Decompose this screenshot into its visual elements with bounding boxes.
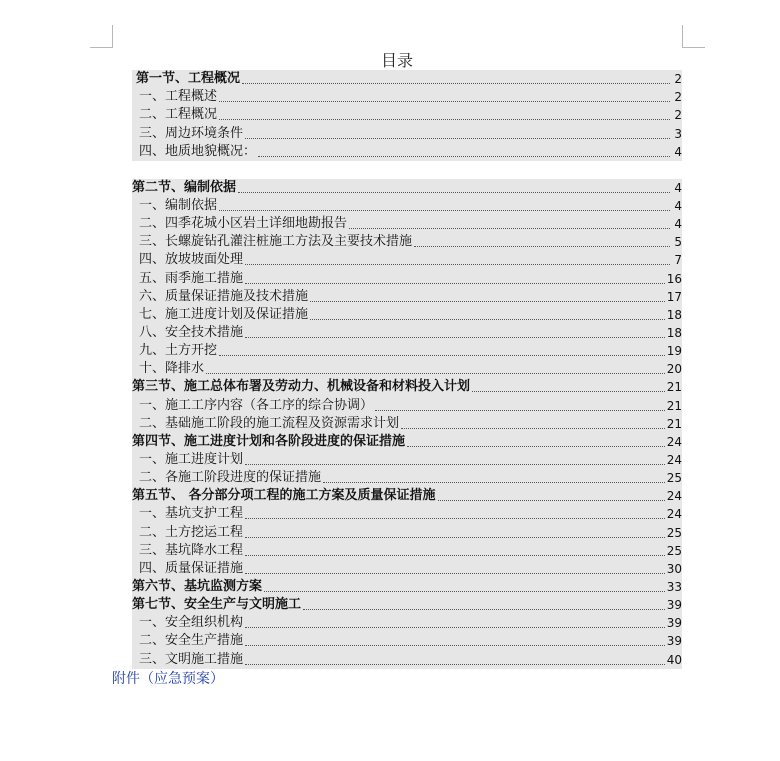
toc-dot-leader xyxy=(245,537,665,538)
toc-dot-leader xyxy=(245,555,665,556)
toc-dot-leader xyxy=(245,138,670,139)
toc-dot-leader xyxy=(303,609,665,610)
toc-page-number: 4 xyxy=(674,144,682,159)
toc-entry-label: 三、长螺旋钻孔灌注桩施工方法及主要技术措施 xyxy=(139,234,413,250)
toc-dot-leader xyxy=(245,573,665,574)
toc-subsection-entry[interactable] xyxy=(132,650,682,668)
toc-group-gap xyxy=(132,161,682,179)
toc-subsection-entry[interactable] xyxy=(132,469,682,487)
toc-page-number: 7 xyxy=(674,253,682,268)
toc-subsection-entry[interactable] xyxy=(132,360,682,378)
toc-dot-leader xyxy=(245,337,665,338)
toc-entry-label: 四、质量保证措施 xyxy=(139,560,244,576)
toc-subsection-entry[interactable] xyxy=(132,124,682,142)
toc-subsection-entry[interactable] xyxy=(132,451,682,469)
toc-entry-label: 第七节、安全生产与文明施工 xyxy=(132,597,302,613)
toc-page-number: 24 xyxy=(666,507,682,522)
toc-dot-leader xyxy=(219,101,670,102)
toc-dot-leader xyxy=(242,83,670,84)
page-corner-mark-top-right xyxy=(682,25,705,48)
toc-dot-leader xyxy=(206,373,665,374)
toc-dot-leader xyxy=(323,482,665,483)
toc-subsection-entry[interactable] xyxy=(132,560,682,578)
toc-page-number: 24 xyxy=(666,452,682,467)
toc-dot-leader xyxy=(349,228,670,229)
toc-page-number: 17 xyxy=(666,289,682,304)
toc-entry-label: 二、工程概况 xyxy=(139,107,218,123)
toc-page-number: 21 xyxy=(666,380,682,395)
toc-entry-label: 十、降排水 xyxy=(139,361,205,377)
toc-entry-label: 一、施工进度计划 xyxy=(139,451,244,467)
toc-page-number: 2 xyxy=(674,72,682,87)
toc-subsection-entry[interactable] xyxy=(132,632,682,650)
toc-subsection-entry[interactable] xyxy=(132,614,682,632)
toc-page-number: 18 xyxy=(666,325,682,340)
toc-dot-leader xyxy=(264,591,665,592)
toc-entry-label: 第三节、施工总体布署及劳动力、机械设备和材料投入计划 xyxy=(132,379,471,395)
toc-section-entry[interactable] xyxy=(132,378,682,396)
toc-entry-label: 五、雨季施工措施 xyxy=(139,270,244,286)
toc-entry-label: 一、安全组织机构 xyxy=(139,615,244,631)
toc-subsection-entry[interactable] xyxy=(132,233,682,251)
page-corner-mark-top-left xyxy=(90,25,113,48)
toc-entry-label: 三、基坑降水工程 xyxy=(139,542,244,558)
toc-page-number: 3 xyxy=(674,126,682,141)
toc-section-entry[interactable] xyxy=(132,70,682,88)
toc-dot-leader xyxy=(310,301,665,302)
toc-dot-leader xyxy=(401,428,665,429)
toc-dot-leader xyxy=(414,246,670,247)
toc-entry-label: 第六节、基坑监测方案 xyxy=(132,578,263,594)
toc-page-number: 19 xyxy=(666,344,682,359)
toc-subsection-entry[interactable] xyxy=(132,505,682,523)
toc-dot-leader xyxy=(375,410,665,411)
toc-page-number: 2 xyxy=(674,108,682,123)
toc-subsection-entry[interactable] xyxy=(132,215,682,233)
toc-subsection-entry[interactable] xyxy=(132,542,682,560)
toc-dot-leader xyxy=(245,627,665,628)
toc-entry-label: 第五节、 各分部分项工程的施工方案及质量保证措施 xyxy=(132,488,436,504)
toc-dot-leader xyxy=(258,156,670,157)
toc-page-number: 4 xyxy=(674,180,682,195)
toc-page-number: 39 xyxy=(666,616,682,631)
toc-subsection-entry[interactable] xyxy=(132,88,682,106)
toc-page-number: 25 xyxy=(666,525,682,540)
toc-entry-label: 六、质量保证措施及技术措施 xyxy=(139,288,309,304)
table-of-contents xyxy=(132,70,682,669)
toc-entry-label: 一、工程概述 xyxy=(139,89,218,105)
toc-page-number: 39 xyxy=(666,634,682,649)
toc-dot-leader xyxy=(219,355,665,356)
toc-dot-leader xyxy=(310,319,665,320)
toc-page-number: 5 xyxy=(674,235,682,250)
toc-entry-label: 七、施工进度计划及保证措施 xyxy=(139,306,309,322)
toc-entry-label: 四、地质地貌概况： xyxy=(139,143,257,159)
appendix-link[interactable]: 附件（应急预案） xyxy=(112,671,224,687)
toc-title: 目录 xyxy=(380,51,413,70)
toc-subsection-entry[interactable] xyxy=(132,269,682,287)
toc-page-number: 25 xyxy=(666,471,682,486)
toc-entry-label: 二、各施工阶段进度的保证措施 xyxy=(139,470,322,486)
toc-page-number: 4 xyxy=(674,198,682,213)
toc-dot-leader xyxy=(245,464,665,465)
toc-dot-leader xyxy=(245,518,665,519)
toc-section-entry[interactable] xyxy=(132,578,682,596)
toc-page-number: 21 xyxy=(666,398,682,413)
toc-entry-label: 二、安全生产措施 xyxy=(139,633,244,649)
toc-page-number: 33 xyxy=(666,579,682,594)
toc-dot-leader xyxy=(472,391,665,392)
toc-section-entry[interactable] xyxy=(132,179,682,197)
toc-dot-leader xyxy=(245,645,665,646)
toc-entry-label: 一、基坑支护工程 xyxy=(139,506,244,522)
toc-page-number: 2 xyxy=(674,90,682,105)
toc-entry-label: 四、放坡坡面处理 xyxy=(139,252,244,268)
toc-entry-label: 八、安全技术措施 xyxy=(139,324,244,340)
toc-page-number: 4 xyxy=(674,217,682,232)
toc-entry-label: 一、施工工序内容（各工序的综合协调） xyxy=(139,397,374,413)
toc-page-number: 30 xyxy=(666,561,682,576)
toc-entry-label: 二、四季花城小区岩土详细地勘报告 xyxy=(139,216,348,232)
toc-page-number: 18 xyxy=(666,307,682,322)
toc-page-number: 25 xyxy=(666,543,682,558)
toc-section-entry[interactable] xyxy=(132,487,682,505)
toc-page-number: 40 xyxy=(666,652,682,667)
toc-subsection-entry[interactable] xyxy=(132,415,682,433)
toc-dot-leader xyxy=(407,446,665,447)
toc-section-entry[interactable] xyxy=(132,433,682,451)
toc-entry-label: 九、土方开挖 xyxy=(139,343,218,359)
toc-subsection-entry[interactable] xyxy=(132,396,682,414)
toc-entry-label: 一、编制依据 xyxy=(139,197,218,213)
toc-page-number: 16 xyxy=(666,271,682,286)
toc-subsection-entry[interactable] xyxy=(132,143,682,161)
toc-subsection-entry[interactable] xyxy=(132,288,682,306)
toc-dot-leader xyxy=(219,210,670,211)
toc-subsection-entry[interactable] xyxy=(132,251,682,269)
toc-subsection-entry[interactable] xyxy=(132,523,682,541)
toc-entry-label: 第四节、施工进度计划和各阶段进度的保证措施 xyxy=(132,433,406,449)
toc-page-number: 21 xyxy=(666,416,682,431)
toc-subsection-entry[interactable] xyxy=(132,324,682,342)
toc-page-number: 24 xyxy=(666,434,682,449)
toc-page-number: 20 xyxy=(666,362,682,377)
toc-dot-leader xyxy=(238,192,670,193)
toc-section-entry[interactable] xyxy=(132,596,682,614)
toc-entry-label: 二、土方挖运工程 xyxy=(139,524,244,540)
toc-dot-leader xyxy=(438,500,665,501)
toc-page-number: 24 xyxy=(666,489,682,504)
toc-entry-label: 二、基础施工阶段的施工流程及资源需求计划 xyxy=(139,415,400,431)
toc-page-number: 39 xyxy=(666,598,682,613)
toc-entry-label: 第二节、编制依据 xyxy=(132,179,237,195)
toc-entry-label: 第一节、工程概况 xyxy=(136,71,241,87)
toc-subsection-entry[interactable] xyxy=(132,197,682,215)
toc-dot-leader xyxy=(245,283,665,284)
toc-subsection-entry[interactable] xyxy=(132,342,682,360)
toc-dot-leader xyxy=(219,119,670,120)
toc-dot-leader xyxy=(245,664,665,665)
toc-entry-label: 三、周边环境条件 xyxy=(139,125,244,141)
toc-subsection-entry[interactable] xyxy=(132,306,682,324)
toc-entry-label: 三、文明施工措施 xyxy=(139,651,244,667)
toc-dot-leader xyxy=(245,264,670,265)
toc-subsection-entry[interactable] xyxy=(132,106,682,124)
